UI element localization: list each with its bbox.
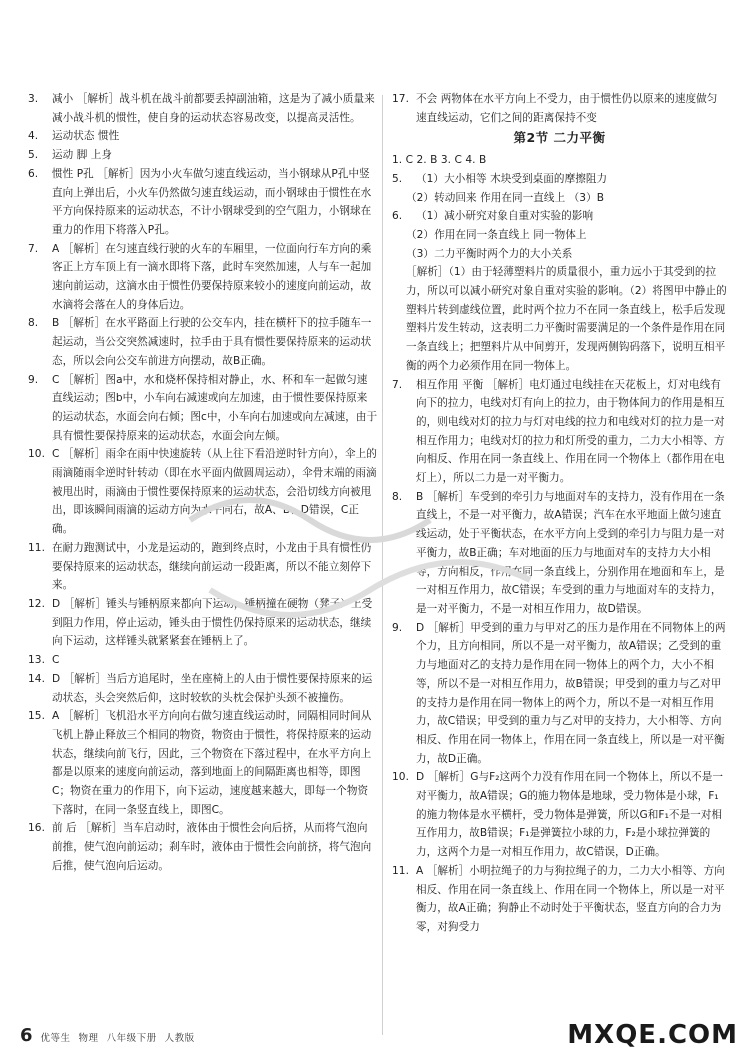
answer-number: 8. xyxy=(392,490,403,503)
answer-text: A ［解析］小明拉绳子的力与狗拉绳子的力，二力大小相等、方向相反、作用在同一条直线上、作用在同一个物体上，所以是一对平衡力，故A正确；狗静止不动时处于平衡状态，竖直方向的合力为零，对狗受力 xyxy=(416,864,725,933)
edition-label: 人教版 xyxy=(164,1033,195,1044)
book-title: 优等生 xyxy=(40,1033,71,1044)
answer-entry xyxy=(28,539,378,595)
answer-number: 7. xyxy=(28,242,39,255)
answer-entry xyxy=(28,707,378,819)
answer-entry xyxy=(392,376,727,488)
answer-entry xyxy=(28,165,378,240)
subject-label: 物理 xyxy=(78,1033,99,1044)
right-column-entries xyxy=(392,151,727,937)
answer-number: 5. xyxy=(392,172,403,185)
page-footer xyxy=(20,1025,195,1046)
answer-text: 运动状态 惯性 xyxy=(52,130,120,143)
site-watermark: MXQE.COM xyxy=(567,1020,738,1050)
answer-entry xyxy=(392,768,727,862)
answer-entry xyxy=(392,170,727,189)
answer-text: 运动 脚 上身 xyxy=(52,149,113,162)
right-column xyxy=(392,90,727,937)
answer-text: 相互作用 平衡 ［解析］电灯通过电线挂在天花板上，灯对电线有向下的拉力，电线对灯有向上的拉力，由于物体间力的作用是相互的，则电线对灯的拉力与灯对电线的拉力和电线对灯的拉力是一对相互作用力；电线对灯的拉力和灯所受的重力，二力大小相等、方向相反、作用在同一条直线上、作用在同一个物体上（都作用在电灯上），所以二力是一对平衡力。 xyxy=(416,378,725,485)
answer-number: 16. xyxy=(28,822,45,835)
page-number: 6 xyxy=(20,1025,33,1046)
answer-number: 9. xyxy=(392,621,403,634)
left-column xyxy=(28,90,378,876)
answer-number: 10. xyxy=(28,448,45,461)
answer-entry xyxy=(392,862,727,937)
answer-number: 6. xyxy=(28,167,39,180)
answer-text: 前 后 ［解析］当车启动时，液体由于惯性会向后挤，从而将气泡向前推，使气泡向前运动；刹车时，液体由于惯性会向前挤，将气泡向后推，使气泡向后运动。 xyxy=(52,822,372,872)
answer-text: 不会 两物体在水平方向上不受力，由于惯性仍以原来的速度做匀速直线运动，它们之间的距离保持不变 xyxy=(416,93,718,124)
answer-text: （1）大小相等 木块受到桌面的摩擦阻力 xyxy=(416,172,608,185)
answer-entry xyxy=(28,240,378,315)
answer-number: 10. xyxy=(392,771,409,784)
answer-number: 6. xyxy=(392,210,403,223)
answer-text: D ［解析］G与F₂这两个力没有作用在同一个物体上，所以不是一对平衡力，故A错误；G的施力物体是地球，受力物体是小球，F₁的施力物体是水平横杆，受力物体是弹簧，所以G和F₁不是一对相互作用力，故B错误；F₁是弹簧拉小球的力，F₂是小球拉弹簧的力，这两个力是一对相互作用力，故C错误，D正确。 xyxy=(416,771,724,859)
answer-entry xyxy=(28,314,378,370)
answer-text: 在耐力跑测试中，小龙是运动的，跑到终点时，小龙由于具有惯性仍要保持原来的运动状态，继续向前运动一段距离，所以不能立刻停下来。 xyxy=(52,541,372,592)
answer-number: 12. xyxy=(28,597,45,610)
column-divider xyxy=(382,95,383,1035)
answer-text: D ［解析］甲受到的重力与甲对乙的压力是作用在不同物体上的两个力，且方向相同，所以不是一对平衡力，故A错误；乙受到的重力与地面对乙的支持力是作用在同一物体上的两个力，大小不相等，所以不是一对相互作用力，故B错误；甲受到的重力与乙对甲的支持力是作用在同一物体上的两个力，所以不是一对相互作用力，故C错误；甲受到的重力与乙对甲的支持力，大小相等、方向相反、作用在同一物体上，作用在同一条直线上，所以是一对平衡力，故D正确。 xyxy=(416,621,726,765)
answer-entry xyxy=(28,146,378,165)
answer-entry xyxy=(28,445,378,539)
answer-number: 4. xyxy=(28,130,39,143)
answer-line: 1. C 2. B 3. C 4. B xyxy=(392,154,487,167)
answer-text: C ［解析］雨伞在雨中快速旋转（从上往下看沿逆时针方向），伞上的雨滴随雨伞逆时针转动（即在水平面内做圆周运动），伞骨末端的雨滴被甩出时，雨滴由于惯性要保持原来的运动状态，会沿切线方向被甩出，即该瞬间雨滴的运动方向为水平向右，故A、B、D错误，C正确。 xyxy=(52,448,377,536)
answer-entry xyxy=(28,670,378,707)
answer-number: 17. xyxy=(392,93,409,105)
section-title: 第2节 二力平衡 xyxy=(513,130,606,146)
answer-entry xyxy=(28,595,378,651)
answer-entry xyxy=(28,651,378,670)
answer-text: A ［解析］在匀速直线行驶的火车的车厢里，一位面向行车方向的乘客正上方车顶上有一滴水即将下落，此时车突然加速，人与车一起加速向前运动，这滴水由于惯性仍要保持原来较小的速度向前运动，故水滴将会落在人的身体后边。 xyxy=(52,242,372,311)
answer-entry xyxy=(28,90,378,127)
answer-number: 3. xyxy=(28,93,39,105)
answer-text: D ［解析］锤头与锤柄原来都向下运动，锤柄撞在硬物（凳子）上受到阻力作用，停止运动，锤头由于惯性仍保持原来的运动状态，继续向下运动，这样锤头就紧紧套在锤柄上了。 xyxy=(52,597,373,648)
answer-subline: （2）转动回来 作用在同一直线上 （3）B xyxy=(406,191,605,204)
answer-subline: ［解析］（1）由于轻薄塑料片的质量很小，重力远小于其受到的拉力，所以可以减小研究对象自重对实验的影响。（2）将图甲中静止的塑料片转到虚线位置，此时两个拉力不在同一条直线上，松手后发现塑料片发生转动，这表明二力平衡时需要满足的一个条件是作用在同一条直线上；把塑料片从中间剪开，发现两侧钩码落下，说明互相平衡的两个力必须作用在同一物体上。 xyxy=(406,266,727,372)
answer-text: C ［解析］图a中，水和烧杯保持相对静止，水、杯和车一起做匀速直线运动；图b中，小车向右减速或向左加速，由于惯性要保持原来的运动状态，水面会向右倾；图c中，小车向右加速或向左减速，由于具有惯性要保持原来的运动状态，水面会向左倾。 xyxy=(52,373,378,442)
answer-subline: （2）作用在同一条直线上 同一物体上 xyxy=(406,228,587,241)
answer-entry xyxy=(28,371,378,446)
answer-text: C xyxy=(52,654,60,667)
answer-number: 5. xyxy=(28,149,39,162)
answer-text: B ［解析］在水平路面上行驶的公交车内，挂在横杆下的拉手随车一起运动，当公交突然减速时，拉手由于具有惯性要保持原来的运动状态，所以会向公交车前进方向摆动，故B正确。 xyxy=(52,317,372,367)
answer-text: A ［解析］飞机沿水平方向向右做匀速直线运动时，同隔相同时间从飞机上静止释放三个相同的物资，物资由于惯性，将保持原来的运动状态，继续向前飞行，因此，三个物资在下落过程中，在水平方向上都是以原来的速度向前运动，落到地面上的间隔距离也相等，即图C；物资在重力的作用下，向下运动，速度越来越大，即每一个物资下落时，在同一条竖直线上，即图C。 xyxy=(52,710,372,816)
answer-subline: （3）二力平衡时两个力的大小关系 xyxy=(406,247,573,260)
answer-number: 14. xyxy=(28,672,45,685)
answer-entry xyxy=(28,819,378,875)
answer-number: 9. xyxy=(28,373,39,386)
answer-number: 13. xyxy=(28,654,45,667)
answer-entry xyxy=(392,90,727,127)
answer-text: 减小 ［解析］战斗机在战斗前都要丢掉副油箱，这是为了减小质量来减小战斗机的惯性，使自身的运动状态容易改变，以提高灵活性。 xyxy=(52,93,375,124)
answer-number: 11. xyxy=(28,541,45,554)
answer-text: B ［解析］车受到的牵引力与地面对车的支持力，没有作用在一条直线上，不是一对平衡力，故A错误；汽车在水平地面上做匀速直线运动，处于平衡状态，在水平方向上受到的牵引力与阻力是一对平衡力，故B正确；车对地面的压力与地面对车的支持力大小相等，方向相反，作用在同一条直线上，分别作用在地面和车上，是一对相互作用力，故C错误；车受到的重力与地面对车的支持力，是一对平衡力，不是一对相互作用力，故D错误。 xyxy=(416,490,725,615)
answer-entry xyxy=(28,127,378,146)
answer-number: 11. xyxy=(392,864,409,877)
answer-entry xyxy=(392,488,727,619)
answer-text: （1）减小研究对象自重对实验的影响 xyxy=(416,210,594,223)
answer-number: 7. xyxy=(392,378,403,391)
answer-entry xyxy=(392,207,727,226)
answer-text: 惯性 P孔 ［解析］因为小火车做匀速直线运动，当小钢球从P孔中竖直向上弹出后，小火车仍然做匀速直线运动，而小钢球由于惯性在水平方向保持原来的运动状态，不计小钢球受到的空气阻力，小钢球在重力的作用下将落入P孔。 xyxy=(52,167,372,236)
answer-text: D ［解析］当后方追尾时，坐在座椅上的人由于惯性要保持原来的运动状态，头会突然后仰，这时较软的头枕会保护头颈不被撞伤。 xyxy=(52,672,373,704)
answer-number: 8. xyxy=(28,317,39,330)
answer-number: 15. xyxy=(28,710,45,723)
answer-entry xyxy=(392,619,727,769)
grade-label: 八年级下册 xyxy=(106,1033,157,1044)
